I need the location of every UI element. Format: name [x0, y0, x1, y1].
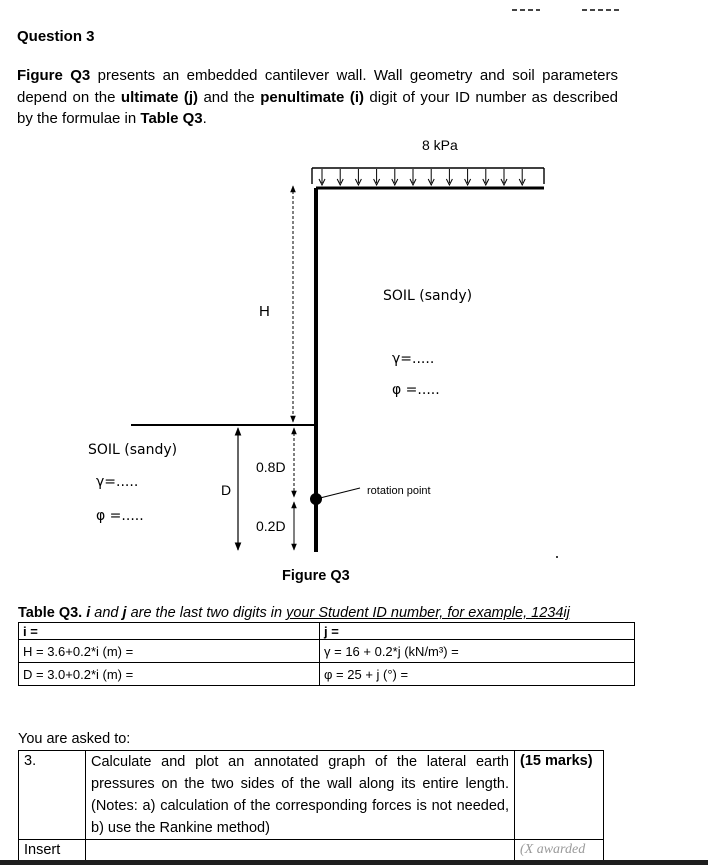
- task-text: Calculate and plot an annotated graph of the lateral earth pressures on the two sides of the wall along its entire length. (Notes: a) calculation of the corresponding forces is not needed, b) use the Rankine method): [86, 751, 515, 840]
- cell-D-formula: D = 3.0+0.2*i (m) =: [19, 663, 320, 686]
- table-caption-label: Table Q3.: [18, 605, 83, 621]
- awarded-label: (X awarded: [515, 840, 604, 861]
- soil-left-gamma: γ=.....: [96, 474, 139, 490]
- surcharge-arrows: [319, 169, 525, 185]
- surcharge-label: 8 kPa: [422, 137, 458, 153]
- task-row: [19, 751, 604, 840]
- table-row: [19, 640, 635, 663]
- rotation-point-leader: [316, 488, 360, 499]
- cell-gamma-formula: γ = 16 + 0.2*j (kN/m³) =: [320, 640, 635, 663]
- insert-area[interactable]: [86, 840, 515, 861]
- parameter-table: [18, 622, 635, 686]
- surcharge-load: [312, 168, 544, 184]
- label-D: D: [221, 482, 232, 498]
- label-H: H: [259, 303, 270, 320]
- intro-figure-ref: Figure Q3: [17, 67, 91, 84]
- intro-ultimate: ultimate (j): [120, 88, 199, 106]
- insert-label[interactable]: Insert: [19, 840, 86, 861]
- table-header-row: [19, 623, 635, 640]
- cell-H-formula: H = 3.6+0.2*i (m) =: [19, 640, 320, 663]
- task-number: 3.: [19, 751, 86, 840]
- intro-penultimate: penultimate (i): [260, 88, 364, 106]
- table-caption-i: i: [86, 605, 91, 621]
- asked-heading: You are asked to:: [18, 731, 131, 747]
- intro-text-3: digit of your ID number as described by the formulae in: [17, 88, 619, 127]
- stray-dot: [556, 556, 558, 558]
- header-j: j =: [320, 623, 635, 640]
- soil-right-name: SOIL (sandy): [383, 288, 473, 304]
- label-08D: 0.8D: [256, 459, 286, 475]
- task-table: [18, 750, 604, 861]
- figure-caption: Figure Q3: [282, 568, 350, 584]
- table-row: [19, 663, 635, 686]
- intro-text-1: presents an embedded cantilever wall. Wall geometry and soil parameters depend on the: [17, 67, 619, 106]
- intro-table-ref: Table Q3: [140, 110, 203, 127]
- task-marks: (15 marks): [515, 751, 604, 840]
- soil-left-name: SOIL (sandy): [88, 442, 178, 458]
- insert-row: [19, 840, 604, 861]
- table-caption-and: and: [90, 605, 123, 621]
- bottom-bar: [0, 860, 708, 865]
- rotation-point-label: rotation point: [367, 485, 431, 497]
- table-caption-j: j: [122, 605, 127, 621]
- rotation-point-marker: [310, 493, 322, 505]
- soil-right-gamma: γ=.....: [392, 351, 435, 367]
- table-caption-underlined: your Student ID number, for example, 1234ij: [286, 605, 570, 621]
- intro-text-4: .: [202, 110, 207, 127]
- table-caption: [18, 605, 570, 621]
- question-title: Question 3: [17, 28, 95, 45]
- intro-text-2: and the: [198, 88, 261, 106]
- header-i: i =: [19, 623, 320, 640]
- table-caption-text: are the last two digits in: [126, 605, 287, 621]
- cell-phi-formula: φ = 25 + j (°) =: [320, 663, 635, 686]
- soil-right-phi: φ =.....: [392, 382, 440, 398]
- label-02D: 0.2D: [256, 518, 286, 534]
- soil-left-phi: φ =.....: [96, 508, 144, 524]
